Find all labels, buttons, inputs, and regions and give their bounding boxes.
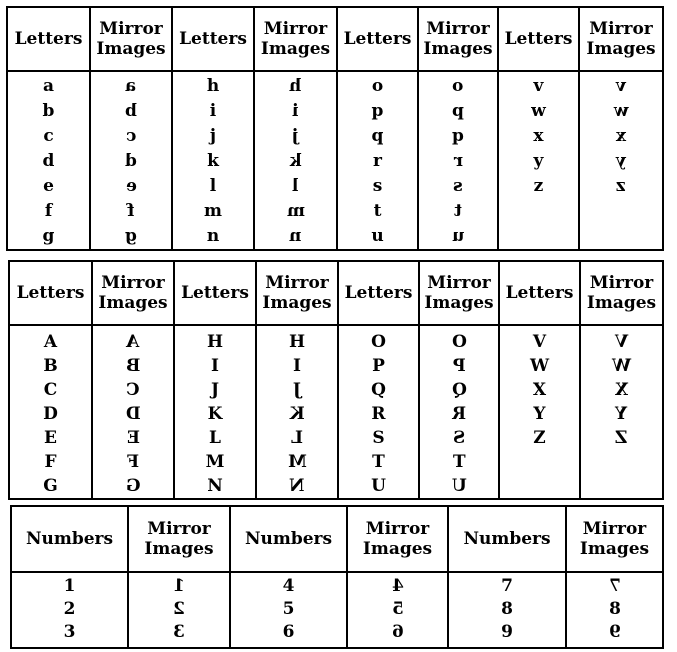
- glyph: G: [43, 476, 58, 496]
- mirror-glyph: B: [125, 356, 141, 376]
- header-mirror-images: Mirror Images: [92, 261, 174, 325]
- header-letters: Letters: [174, 261, 256, 325]
- glyph: w: [531, 101, 546, 121]
- mirror-glyph: F: [126, 452, 140, 472]
- mirror-glyph: q: [452, 126, 464, 146]
- mirror-glyph: R: [451, 404, 467, 424]
- mirror-images-column: [93, 326, 173, 498]
- mirror-glyph: N: [289, 476, 305, 496]
- letters-column: [175, 326, 255, 498]
- glyph: l: [209, 176, 217, 196]
- mirror-glyph: 6: [391, 622, 404, 642]
- header-mirror-images: Mirror Images: [128, 506, 230, 572]
- mirror-glyph: Q: [451, 380, 467, 400]
- glyph: L: [209, 428, 221, 448]
- mirror-glyph: 2: [173, 599, 185, 619]
- mirror-glyph: U: [451, 476, 467, 496]
- numbers-mirror-table: [10, 505, 664, 649]
- glyph: e: [43, 176, 54, 196]
- mirror-glyph: f: [127, 201, 135, 221]
- glyph: p: [371, 101, 384, 121]
- mirror-images-column: [580, 72, 662, 199]
- glyph: c: [43, 126, 54, 146]
- glyph: 4: [282, 576, 295, 596]
- glyph: C: [43, 380, 58, 400]
- mirror-images-column: [567, 573, 662, 644]
- mirror-glyph: W: [611, 356, 632, 376]
- glyph: D: [43, 404, 58, 424]
- mirror-glyph: 7: [608, 576, 621, 596]
- header-mirror-images: Mirror Images: [90, 7, 172, 71]
- glyph: 3: [63, 622, 76, 642]
- mirror-glyph: e: [125, 176, 137, 196]
- numbers-column: [449, 573, 565, 644]
- header-mirror-images: Mirror Images: [418, 7, 498, 71]
- glyph: F: [44, 452, 57, 472]
- mirror-glyph: X: [614, 380, 629, 400]
- header-mirror-images: Mirror Images: [580, 261, 663, 325]
- mirror-glyph: v: [616, 76, 626, 96]
- glyph: u: [371, 226, 384, 246]
- glyph: K: [207, 404, 223, 424]
- header-letters: Letters: [337, 7, 418, 71]
- mirror-glyph: c: [125, 126, 137, 146]
- glyph: W: [529, 356, 550, 376]
- mirror-glyph: L: [291, 428, 303, 448]
- mirror-glyph: Z: [615, 428, 628, 448]
- glyph: 1: [63, 576, 76, 596]
- header-mirror-images: Mirror Images: [419, 261, 499, 325]
- mirror-glyph: p: [452, 101, 464, 121]
- glyph: b: [42, 101, 55, 121]
- table-row: [7, 71, 663, 250]
- mirror-glyph: 8: [608, 599, 621, 619]
- letters-column: [10, 326, 91, 498]
- mirror-glyph: z: [616, 176, 626, 196]
- mirror-glyph: T: [452, 452, 466, 472]
- mirror-glyph: h: [289, 76, 302, 96]
- letters-column: [339, 326, 418, 498]
- glyph: 5: [282, 599, 295, 619]
- header-numbers: Numbers: [448, 506, 566, 572]
- glyph: o: [371, 76, 384, 96]
- header-mirror-images: Mirror Images: [347, 506, 448, 572]
- glyph: A: [43, 332, 58, 352]
- letters-column: [338, 72, 417, 249]
- mirror-glyph: n: [289, 226, 302, 246]
- header-letters: Letters: [338, 261, 419, 325]
- glyph: k: [207, 151, 219, 171]
- header-mirror-images: Mirror Images: [566, 506, 663, 572]
- mirror-glyph: 1: [173, 576, 185, 596]
- header-letters: Letters: [172, 7, 254, 71]
- header-letters: Letters: [499, 261, 580, 325]
- glyph: h: [206, 76, 220, 96]
- mirror-images-column: [91, 72, 171, 249]
- mirror-glyph: A: [126, 332, 140, 352]
- mirror-glyph: w: [613, 101, 629, 121]
- mirror-images-column: [257, 326, 337, 498]
- mirror-glyph: x: [615, 126, 627, 146]
- glyph: E: [44, 428, 57, 448]
- glyph: I: [211, 356, 219, 376]
- numbers-column: [12, 573, 127, 644]
- header-row: [7, 7, 663, 71]
- glyph: s: [372, 176, 383, 196]
- mirror-glyph: V: [614, 332, 629, 352]
- header-numbers: Numbers: [11, 506, 128, 572]
- mirror-glyph: g: [125, 226, 137, 246]
- glyph: P: [372, 356, 385, 376]
- uppercase-mirror-table: [8, 260, 664, 500]
- mirror-glyph: r: [453, 151, 463, 171]
- glyph: Z: [533, 428, 546, 448]
- lowercase-mirror-table: [6, 6, 664, 251]
- mirror-glyph: m: [286, 201, 305, 221]
- glyph: t: [373, 201, 382, 221]
- mirror-glyph: u: [451, 226, 465, 246]
- glyph: T: [372, 452, 385, 472]
- mirror-glyph: K: [289, 404, 305, 424]
- mirror-glyph: C: [126, 380, 140, 400]
- glyph: 8: [501, 599, 513, 619]
- mirror-glyph: J: [292, 380, 302, 400]
- glyph: d: [42, 151, 55, 171]
- mirror-glyph: D: [125, 404, 141, 424]
- glyph: M: [205, 452, 225, 472]
- mirror-glyph: t: [454, 201, 462, 221]
- mirror-images-column: [129, 573, 229, 644]
- glyph: q: [371, 126, 384, 146]
- glyph: y: [533, 151, 544, 171]
- mirror-glyph: G: [125, 476, 141, 496]
- header-mirror-images: Mirror Images: [256, 261, 338, 325]
- letters-column: [499, 72, 578, 199]
- mirror-glyph: O: [451, 332, 467, 352]
- glyph: B: [43, 356, 58, 376]
- mirror-glyph: 9: [608, 622, 621, 642]
- mirror-glyph: I: [293, 356, 301, 376]
- letters-column: [8, 72, 89, 249]
- glyph: 6: [282, 622, 295, 642]
- mirror-glyph: s: [453, 176, 463, 196]
- glyph: a: [42, 76, 54, 96]
- mirror-images-column: [419, 72, 497, 249]
- glyph: 9: [501, 622, 513, 642]
- mirror-glyph: k: [289, 151, 302, 171]
- numbers-column: [231, 573, 346, 644]
- glyph: x: [533, 126, 544, 146]
- glyph: O: [371, 332, 386, 352]
- glyph: n: [206, 226, 220, 246]
- mirror-glyph: y: [616, 151, 626, 171]
- header-letters: Letters: [9, 261, 92, 325]
- table-row: [9, 325, 663, 499]
- mirror-glyph: 4: [391, 576, 404, 596]
- header-row: [9, 261, 663, 325]
- mirror-glyph: Y: [615, 404, 628, 424]
- glyph: Y: [533, 404, 546, 424]
- mirror-glyph: 5: [391, 599, 404, 619]
- mirror-glyph: 3: [173, 622, 185, 642]
- header-row: [11, 506, 663, 572]
- glyph: z: [533, 176, 544, 196]
- header-letters: Letters: [7, 7, 90, 71]
- glyph: g: [42, 226, 55, 246]
- glyph: R: [371, 404, 386, 424]
- glyph: v: [533, 76, 544, 96]
- mirror-glyph: b: [125, 101, 137, 121]
- mirror-glyph: H: [288, 332, 306, 352]
- glyph: H: [206, 332, 224, 352]
- mirror-images-column: [348, 573, 447, 644]
- header-mirror-images: Mirror Images: [579, 7, 663, 71]
- glyph: 2: [63, 599, 76, 619]
- mirror-glyph: d: [125, 151, 137, 171]
- glyph: r: [373, 151, 382, 171]
- glyph: j: [209, 126, 217, 146]
- mirror-glyph: S: [452, 428, 466, 448]
- glyph: m: [204, 201, 222, 221]
- glyph: S: [372, 428, 385, 448]
- header-mirror-images: Mirror Images: [254, 7, 337, 71]
- glyph: J: [210, 380, 220, 400]
- mirror-images-column: [420, 326, 498, 498]
- mirror-glyph: j: [292, 126, 299, 146]
- letters-column: [173, 72, 253, 249]
- mirror-glyph: o: [452, 76, 464, 96]
- glyph: Q: [371, 380, 386, 400]
- glyph: N: [207, 476, 223, 496]
- mirror-glyph: i: [292, 101, 299, 121]
- mirror-glyph: M: [287, 452, 307, 472]
- letters-column: [500, 326, 579, 450]
- glyph: V: [532, 332, 547, 352]
- header-letters: Letters: [498, 7, 579, 71]
- mirror-images-column: [255, 72, 336, 249]
- mirror-glyph: l: [292, 176, 299, 196]
- mirror-glyph: P: [452, 356, 466, 376]
- glyph: f: [44, 201, 53, 221]
- header-numbers: Numbers: [230, 506, 347, 572]
- glyph: X: [532, 380, 547, 400]
- table-row: [11, 572, 663, 648]
- glyph: i: [209, 101, 217, 121]
- glyph: 7: [501, 576, 513, 596]
- mirror-glyph: a: [125, 76, 137, 96]
- mirror-images-column: [581, 326, 662, 450]
- mirror-glyph: E: [126, 428, 140, 448]
- glyph: U: [371, 476, 386, 496]
